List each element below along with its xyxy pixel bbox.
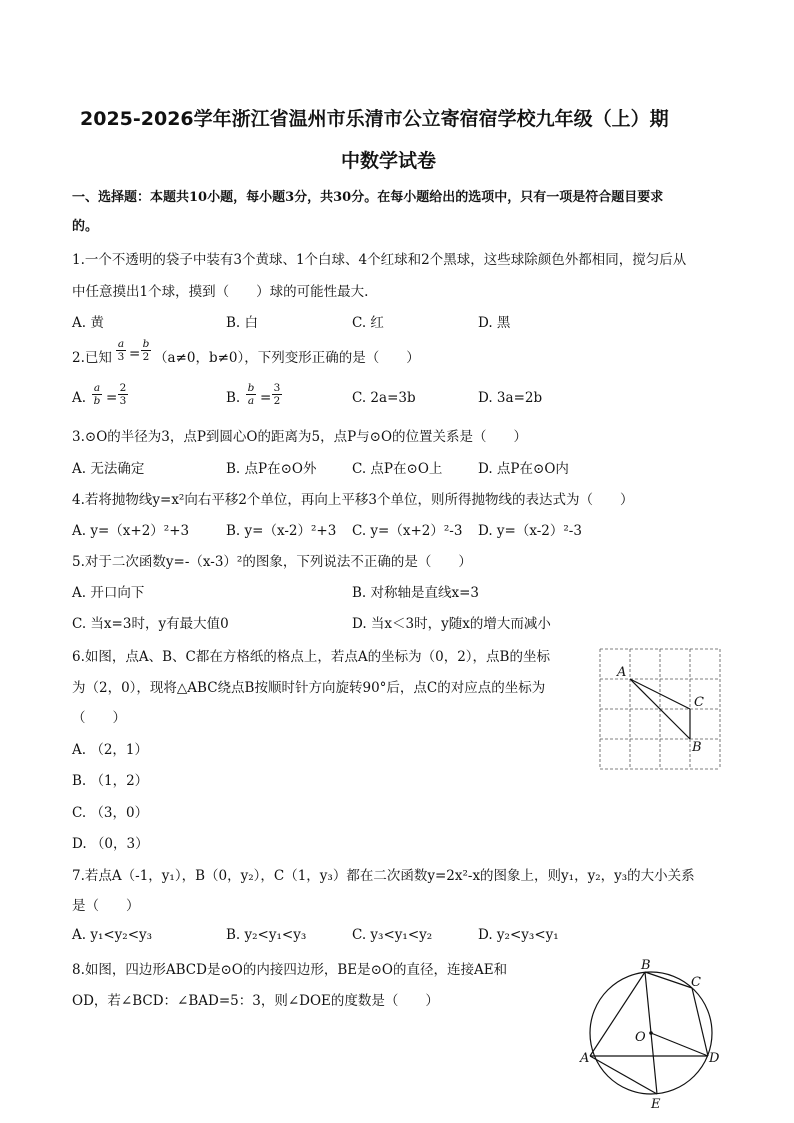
q1-option-d[interactable]: D. 黑 xyxy=(478,315,511,331)
q8-label-b: B xyxy=(641,958,651,973)
q6-label-a: A xyxy=(617,665,627,680)
q6-stem-cont: 为（2，0），现将△ABC绕点B按顺时针方向旋转90°后，点C的对应点的坐标为 xyxy=(72,680,546,696)
q4-option-a[interactable]: A. y=（x+2）²+3 xyxy=(72,523,190,539)
q8-stem: 8.如图，四边形ABCD是⊙O的内接四边形，BE是⊙O的直径，连接AE和 xyxy=(72,962,508,978)
q5-stem: 5.对于二次函数y=-（x-3）²的图象，下列说法不正确的是（ ） xyxy=(72,554,472,570)
q8-circle-figure xyxy=(575,955,725,1115)
q8-label-c: C xyxy=(691,975,701,990)
q6-option-b[interactable]: B. （1，2） xyxy=(72,773,149,789)
q2-eq: = xyxy=(129,346,141,362)
q2-b-frac-right: 3 2 xyxy=(273,382,281,407)
q8-label-e: E xyxy=(651,1097,661,1112)
q8-label-d: D xyxy=(709,1051,720,1066)
q7-option-c[interactable]: C. y₃<y₁<y₂ xyxy=(352,927,433,943)
q1-option-b[interactable]: B. 白 xyxy=(226,315,259,331)
q1-stem-cont: 中任意摸出1个球，摸到（ ）球的可能性最大. xyxy=(72,284,369,300)
q6-grid-figure xyxy=(595,644,725,774)
q4-option-c[interactable]: C. y=（x+2）²-3 xyxy=(352,523,463,539)
q4-option-d[interactable]: D. y=（x-2）²-3 xyxy=(478,523,582,539)
q5-option-b[interactable]: B. 对称轴是直线x=3 xyxy=(352,585,480,601)
q3-stem: 3.⊙O的半径为3，点P到圆心O的距离为5，点P与⊙O的位置关系是（ ） xyxy=(72,429,528,445)
q7-stem-cont: 是（ ） xyxy=(72,898,140,914)
q1-stem: 1.一个不透明的袋子中装有3个黄球、1个白球、4个红球和2个黑球，这些球除颜色外都相同，搅匀后从 xyxy=(72,252,687,268)
q5-option-d[interactable]: D. 当x＜3时，y随x的增大而减小 xyxy=(352,616,551,632)
section-heading: 一、选择题：本题共10小题，每小题3分，共30分。在每小题给出的选项中，只有一项是符合题目要求 xyxy=(72,190,664,205)
q2-prefix: 2.已知 xyxy=(72,350,112,366)
q2-option-d[interactable]: D. 3a=2b xyxy=(478,390,543,406)
q3-option-b[interactable]: B. 点P在⊙O外 xyxy=(226,461,317,477)
q8-label-o: O xyxy=(635,1030,646,1045)
q6-label-b: B xyxy=(692,740,702,755)
q8-stem-cont: OD，若∠BCD：∠BAD=5：3，则∠DOE的度数是（ ） xyxy=(72,993,439,1009)
q3-option-d[interactable]: D. 点P在⊙O内 xyxy=(478,461,569,477)
q4-stem: 4.若将抛物线y=x²向右平移2个单位，再向上平移3个单位，则所得抛物线的表达式为（ ） xyxy=(72,492,634,508)
q6-option-c[interactable]: C. （3，0） xyxy=(72,805,149,821)
q6-stem: 6.如图，点A、B、C都在方格纸的格点上，若点A的坐标为（0，2），点B的坐标 xyxy=(72,649,550,665)
q8-label-a: A xyxy=(580,1051,590,1066)
q6-option-a[interactable]: A. （2，1） xyxy=(72,742,149,758)
q4-option-b[interactable]: B. y=（x-2）²+3 xyxy=(226,523,337,539)
q1-option-a[interactable]: A. 黄 xyxy=(72,315,104,331)
q6-label-c: C xyxy=(694,695,704,710)
q3-option-c[interactable]: C. 点P在⊙O上 xyxy=(352,461,443,477)
q2-frac-right: b 2 xyxy=(142,338,150,363)
q6-stem-cont2: （ ） xyxy=(72,710,126,726)
q5-option-a[interactable]: A. 开口向下 xyxy=(72,585,145,601)
q7-option-b[interactable]: B. y₂<y₁<y₃ xyxy=(226,927,307,943)
q2-suffix: （a≠0，b≠0），下列变形正确的是（ ） xyxy=(154,350,420,366)
section-heading-cont: 的。 xyxy=(72,219,99,234)
exam-title-line2: 中数学试卷 xyxy=(341,150,437,172)
q7-option-a[interactable]: A. y₁<y₂<y₃ xyxy=(72,927,153,943)
q2-a-frac-left: a b xyxy=(93,382,101,407)
q5-option-c[interactable]: C. 当x=3时，y有最大值0 xyxy=(72,616,229,632)
q2-b-frac-left: b a xyxy=(247,382,255,407)
q3-option-a[interactable]: A. 无法确定 xyxy=(72,461,145,477)
q2-a-frac-right: 2 3 xyxy=(119,382,127,407)
q2-option-c[interactable]: C. 2a=3b xyxy=(352,390,416,406)
center-dot xyxy=(649,1031,653,1035)
exam-title-line1: 2025-2026学年浙江省温州市乐清市公立寄宿宿学校九年级（上）期 xyxy=(80,108,669,130)
q7-option-d[interactable]: D. y₂<y₃<y₁ xyxy=(478,927,559,943)
q7-stem: 7.若点A（-1，y₁），B（0，y₂），C（1，y₃）都在二次函数y=2x²-x的图象上，则y₁，y₂，y₃的大小关系 xyxy=(72,868,695,884)
q1-option-c[interactable]: C. 红 xyxy=(352,315,384,331)
q2-frac-left: a 3 xyxy=(117,338,125,363)
q6-option-d[interactable]: D. （0，3） xyxy=(72,836,149,852)
